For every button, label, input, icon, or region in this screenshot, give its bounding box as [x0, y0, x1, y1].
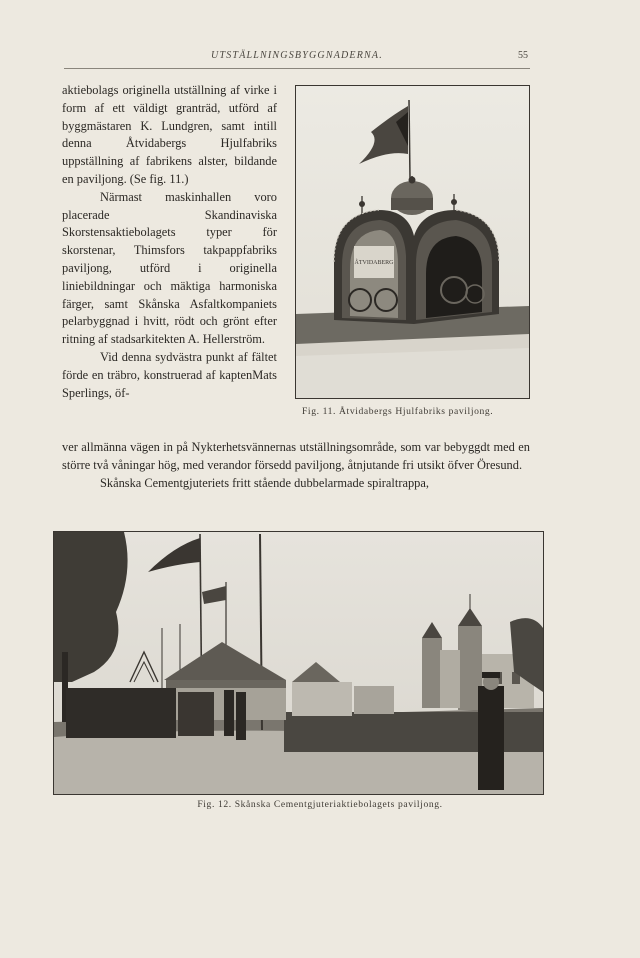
full-width-text [62, 439, 530, 492]
svg-text:ÅTVIDABERG: ÅTVIDABERG [354, 260, 394, 266]
paragraph-2: Närmast maskinhallen voro placerade Skandinaviska Skorstensaktiebolagets typer för skorstenar, Thimsfors takpappfabriks paviljong, utförd i originella liniebildningar och mäktiga harmoniska färger, samt Skånska Asfaltkompaniets pelarbyggnad i hvitt, rödt och grönt efter ritning af stadsarkitekten A. Hellerström. [62, 189, 277, 347]
running-head [64, 48, 530, 69]
column-text [62, 82, 277, 402]
figure-12-photo [53, 531, 544, 795]
running-title: UTSTÄLLNINGSBYGGNADERNA. [211, 50, 383, 61]
page-number: 55 [518, 50, 528, 61]
paragraph-3-continued: ver allmänna vägen in på Nykterhetsvännernas utställningsområde, som var bebyggdt med en större två våningar hög, med verandor försedd paviljong, åtnjutande fri utsikt öfver Öresund. [62, 440, 530, 472]
exhibition-grounds-photo-illustration [54, 532, 543, 794]
paragraph-4: Skånska Cementgjuteriets fritt stående dubbelarmade spiraltrappa, [100, 475, 429, 490]
paragraph-3: Vid denna sydvästra punkt af fältet förde en träbro, konstruerad af kaptenMats Sperlings, öf- [62, 349, 277, 400]
paragraph-1: aktiebolags originella utställning af virke i form af ett väldigt granträd, utförd af byggmästaren K. Lundgren, samt intill denna Åtvidabergs Hjulfabriks uppställning af fabrikens alster, bildande en paviljong. (Se fig. 11.) [62, 83, 277, 186]
figure-12-caption: Fig. 12. Skånska Cementgjuteriaktiebolagets paviljong. [197, 799, 443, 810]
figure-11-caption: Fig. 11. Åtvidabergs Hjulfabriks paviljong. [302, 406, 494, 417]
figure-11-photo [295, 85, 530, 399]
pavilion-photo-illustration [296, 86, 529, 398]
